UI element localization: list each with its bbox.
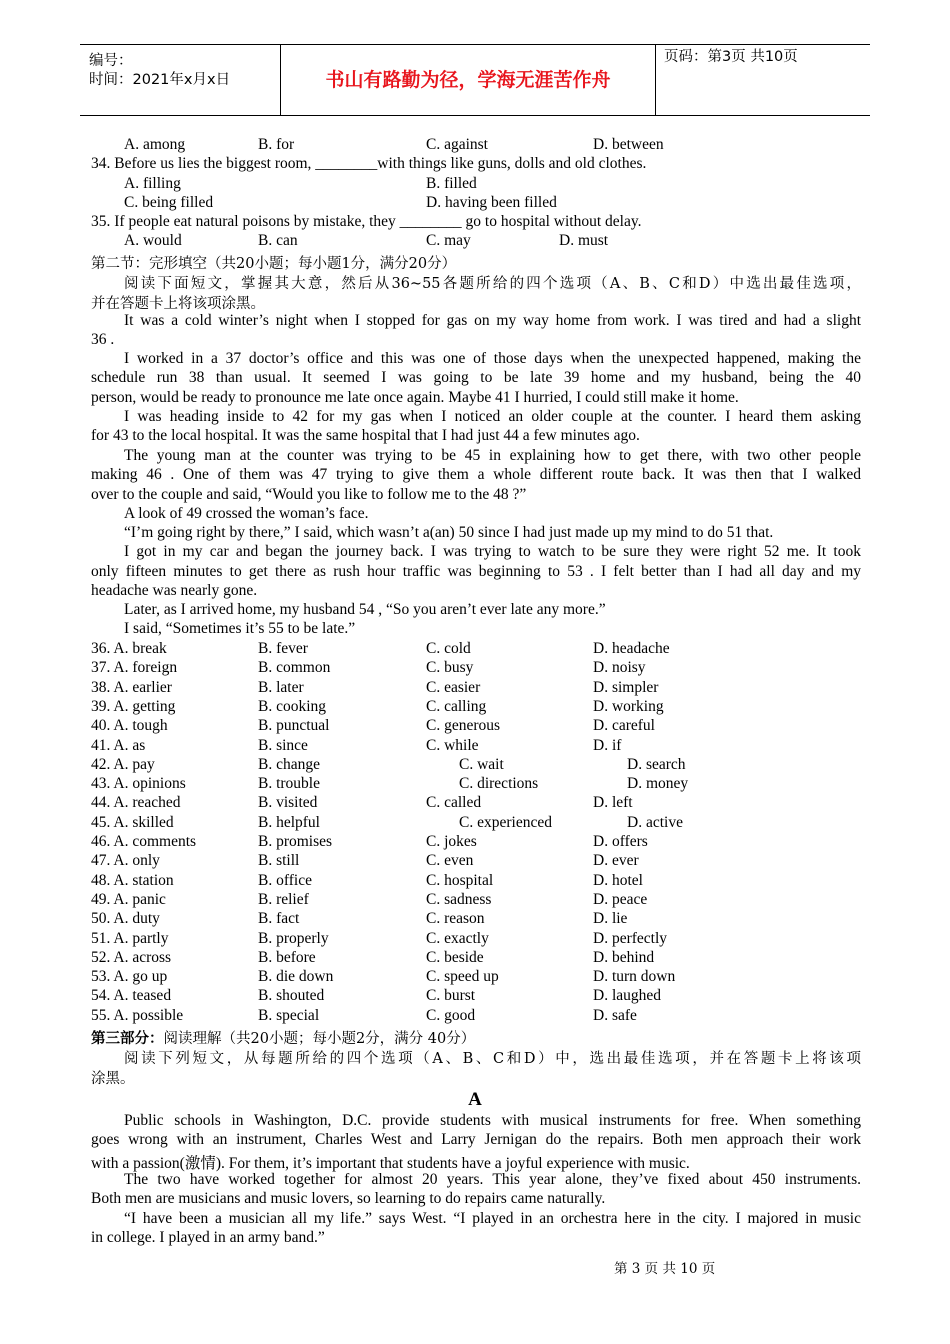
cloze-option-row [91,949,861,969]
passage-a-line5: Both men are musicians and music lovers, so learning to do repairs came naturally. [91,1190,606,1207]
option-b: B. cooking [258,697,327,715]
time-label: 时间：2021年x月x日 [89,72,231,88]
cloze-option-row [91,775,861,795]
option-a: 54. A. teased [91,987,172,1005]
cloze-option-row [91,698,861,718]
cloze-p4-line2: making 46 . One of them was 47 trying to give them a whole different route back. It was then that I walked [91,466,861,483]
option-d: D. noisy [593,659,646,677]
section2-title: 第二节：完形填空（共20小题；每小题1分，满分20分） [91,256,457,272]
option-c: C. wait [459,755,504,773]
q35-options [91,232,861,252]
option-d: D. turn down [593,968,676,986]
option-a: 49. A. panic [91,890,166,908]
option-b: B. for [258,136,295,153]
cloze-option-row [91,872,861,892]
cloze-option-row [91,852,861,872]
cloze-p2-line2: schedule run 38 than usual. It seemed I was going to be late 39 home and my husband, being the 40 [91,369,861,386]
option-c: C. speed up [426,968,499,986]
page-footer: 第 3 页 共 10 页 [614,1261,716,1277]
option-b: B. properly [258,929,329,947]
option-a: A. among [124,136,186,153]
option-c: C. being filled [124,194,214,211]
option-b: B. still [258,852,300,870]
cloze-option-row [91,891,861,911]
q35-blank: ________ [399,213,462,230]
option-d: D. left [593,794,633,812]
option-c: C. may [426,232,471,249]
option-b: B. promises [258,833,333,850]
option-a: 46. A. comments [91,833,197,850]
q34-options-row1 [91,175,861,195]
option-c: C. experienced [459,813,552,831]
option-b: B. since [258,736,308,754]
header-page-info: 页码：第3页 共10页 [664,49,798,65]
header-motto: 书山有路勤为径，学海无涯苦作舟 [280,45,656,115]
option-d: D. behind [593,948,655,966]
option-b: B. can [258,232,298,249]
q33-options [91,136,861,156]
option-c: C. burst [426,987,476,1005]
option-d: D. between [593,136,664,153]
option-b: B. punctual [258,717,330,735]
option-d: D. hotel [593,871,643,889]
option-c: C. good [426,1006,476,1024]
cloze-option-row [91,717,861,737]
option-d: D. having been filled [426,194,557,211]
option-c: C. directions [459,775,539,793]
cloze-p5: A look of 49 crossed the woman’s face. [124,505,369,522]
option-b: B. fever [258,640,308,657]
cloze-p7-line2: only fifteen minutes to get there as rush hour traffic was beginning to 53 . I felt better than I had all day and my [91,563,861,580]
option-a: 52. A. across [91,948,172,966]
option-c: C. while [426,736,479,754]
passage-a-line3: with a passion(激情). For them, it’s important that students have a joyful experience with music. [91,1155,690,1172]
option-c: C. easier [426,678,481,696]
cloze-option-row [91,659,861,679]
option-d: D. lie [593,910,628,928]
cloze-p4-line1: The young man at the counter was trying to be 45 in explaining how to get there, with two other people [124,447,861,464]
option-c: C. cold [426,640,471,657]
cloze-p2-line1: I worked in a 37 doctor’s office and this was one of those days when the unexpected happened, making the [124,350,861,367]
section2-instruction-line2: 并在答题卡上将该项涂黑。 [91,296,265,312]
q34-blank: ________ [315,155,378,172]
option-c: C. jokes [426,833,477,850]
option-a: 43. A. opinions [91,775,186,793]
option-b: B. office [258,871,312,889]
option-c: C. called [426,794,482,812]
option-b: B. filled [426,175,477,192]
option-a: 38. A. earlier [91,678,172,696]
cloze-p3-line1: I was heading inside to 42 for my gas when I noticed an older couple at the counter. I heard them asking [124,408,861,425]
option-c: C. generous [426,717,501,735]
option-b: B. die down [258,968,334,986]
option-c: C. against [426,136,488,153]
cloze-option-row [91,910,861,930]
cloze-p7-line3: headache was nearly gone. [91,582,258,599]
option-a: 40. A. tough [91,717,168,735]
cloze-option-row [91,814,861,834]
part3-instruction-line1: 阅读下列短文，从每题所给的四个选项（A、B、C和D）中，选出最佳选项，并在答题卡上将该项 [124,1051,861,1067]
option-a: 51. A. partly [91,929,169,947]
option-d: D. peace [593,890,648,908]
q35-stem [91,213,861,233]
option-b: B. shouted [258,987,325,1005]
cloze-option-row [91,640,861,660]
option-a: 50. A. duty [91,910,160,928]
header-meta [80,45,280,115]
part3-title-rest: 阅读理解（共20小题；每小题2分，满分 40分） [163,1031,476,1047]
passage-a-line7: in college. I played in an army band.” [91,1229,325,1246]
option-b: B. special [258,1006,320,1024]
option-a: 53. A. go up [91,968,168,986]
option-d: D. laughed [593,987,662,1005]
option-d: D. if [593,736,622,754]
cloze-option-row [91,930,861,950]
part3-title-bold: 第三部分： [91,1030,164,1047]
q34-stem-after: with things like guns, dolls and old clothes. [377,155,647,172]
option-d: D. working [593,697,664,715]
cloze-p1-line2: 36 . [91,331,115,348]
page-header [80,44,870,116]
passage-a-line2: goes wrong with an instrument, Charles West and Larry Jernigan do the repairs. Both men approach their work [91,1131,861,1148]
part3-instruction-line2: 涂黑。 [91,1071,135,1087]
option-a: 39. A. getting [91,697,176,715]
option-a: 45. A. skilled [91,813,174,831]
option-b: B. before [258,948,316,966]
option-b: B. later [258,678,304,696]
option-d: D. careful [593,717,655,735]
cloze-option-row [91,794,861,814]
option-c: C. calling [426,697,487,715]
option-b: B. change [258,755,320,773]
option-a: 37. A. foreign [91,659,178,677]
option-b: B. fact [258,910,300,928]
option-a: 42. A. pay [91,755,155,773]
q35-stem-before: 35. If people eat natural poisons by mistake, they [91,213,400,230]
passage-a-heading: A [468,1089,482,1110]
q35-stem-after: go to hospital without delay. [461,213,642,230]
option-c: C. exactly [426,929,489,947]
option-a: 48. A. station [91,871,174,889]
q34-stem-before: 34. Before us lies the biggest room, [91,155,316,172]
cloze-p8: Later, as I arrived home, my husband 54 , “So you aren’t ever late any more.” [124,601,606,618]
passage-a-line6: “I have been a musician all my life.” says West. “I played in an orchestra here in the city. I majored in music [124,1210,861,1227]
option-c: C. beside [426,948,484,966]
cloze-p7-line1: I got in my car and began the journey back. I was trying to watch to be sure they were right 52 me. It took [124,543,861,560]
option-a: 47. A. only [91,852,160,870]
option-c: C. reason [426,910,485,928]
option-b: B. visited [258,794,318,812]
option-c: C. sadness [426,890,492,908]
cloze-p3-line2: for 43 to the local hospital. It was the same hospital that I had just 44 a few minutes ago. [91,427,640,444]
cloze-option-row [91,1007,861,1027]
option-c: C. busy [426,659,474,677]
option-d: D. money [627,775,689,793]
option-d: D. simpler [593,678,659,696]
q34-stem [91,155,861,175]
cloze-option-row [91,987,861,1007]
option-b: B. helpful [258,813,320,831]
passage-a-line4: The two have worked together for almost 20 years. This year alone, they’ve fixed about 450 instruments. [124,1171,861,1188]
option-d: D. ever [593,852,639,870]
option-d: D. safe [593,1006,637,1024]
part3-title [91,1027,861,1047]
option-a: 36. A. break [91,640,167,657]
cloze-p6: “I’m going right by there,” I said, which wasn’t a(an) 50 since I had just made up my mind to do 51 that. [124,524,774,541]
option-b: B. common [258,659,331,677]
cloze-p1-line1: It was a cold winter’s night when I stopped for gas on my way home from work. I was tired and had a slight [124,312,861,329]
section2-instruction-line1: 阅读下面短文，掌握其大意，然后从36~55各题所给的四个选项（A、B、C和D）中选出最佳选项， [124,276,861,292]
option-a: 41. A. as [91,736,146,754]
option-d: D. active [627,813,683,831]
option-b: B. relief [258,890,309,908]
passage-a-line1: Public schools in Washington, D.C. provide students with musical instruments for free. When something [124,1112,861,1129]
cloze-option-row [91,833,861,853]
option-d: D. must [559,232,609,249]
q34-options-row2 [91,194,861,214]
option-a: 44. A. reached [91,794,181,812]
option-d: D. headache [593,640,670,657]
option-c: C. hospital [426,871,494,889]
cloze-option-row [91,737,861,757]
option-d: D. perfectly [593,929,668,947]
cloze-option-row [91,679,861,699]
option-d: D. offers [593,833,648,850]
number-label: 编号： [89,53,133,69]
cloze-option-row [91,756,861,776]
cloze-p4-line3: over to the couple and said, “Would you like to follow me to the 48 ?” [91,486,527,503]
cloze-p9: I said, “Sometimes it’s 55 to be late.” [124,620,356,637]
cloze-p2-line3: person, would be ready to pronounce me late once again. Maybe 41 I hurried, I could still make it home. [91,389,739,406]
option-a: A. would [124,232,182,249]
option-a: 55. A. possible [91,1006,184,1024]
option-a: A. filling [124,175,181,192]
option-c: C. even [426,852,474,870]
option-d: D. search [627,755,686,773]
cloze-option-row [91,968,861,988]
option-b: B. trouble [258,775,320,793]
